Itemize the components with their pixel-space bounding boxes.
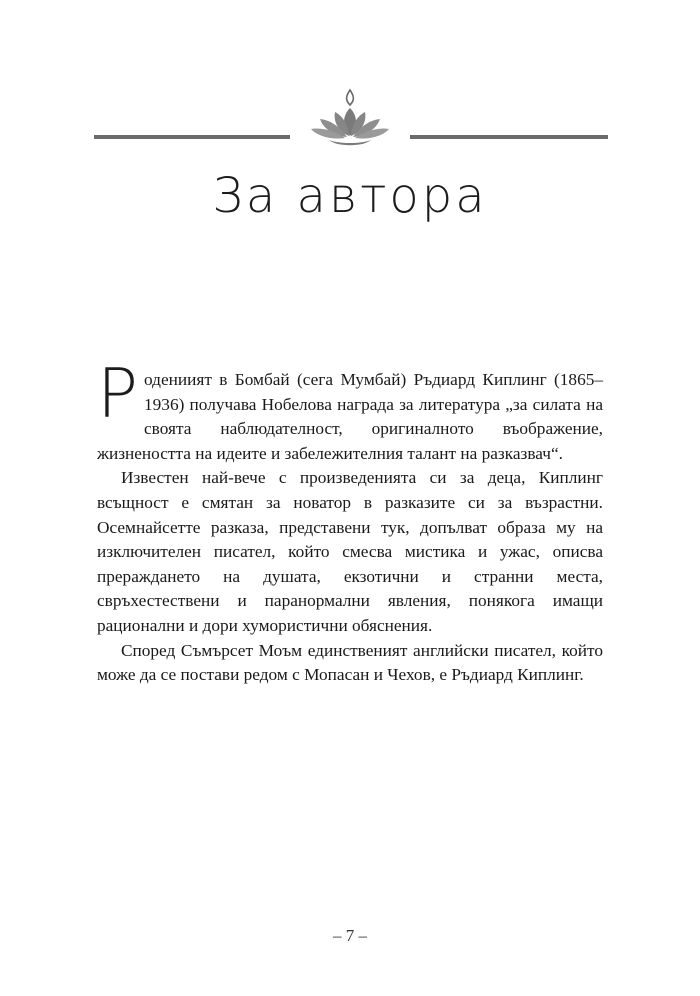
paragraph-3: Според Съмърсет Моъм единственият английски писател, който може да се постави редом с Мопасан и Чехов, е Ръдиард Киплинг. [97,640,603,685]
lotus-icon [305,86,395,148]
paragraph-2: Известен най-вече с произведенията си за деца, Киплинг всъщност е смятан за новатор в разказите си за възрастни. Осемнайсетте разказа, представени тук, допълват образа му на изключителен писател, който смесва мистика и ужас, описва прераждането на душата, екзотични и странни места, свръхестествени и паранормални явления, понякога имащи рационални и дори хумористични обяснения. [97,468,603,635]
right-divider-line [410,135,608,139]
paragraph-1 [97,355,603,466]
left-divider-line [94,135,290,139]
header-ornament [0,40,700,110]
page-number: – 7 – [333,926,367,945]
article-body [97,355,603,688]
page-title: За автора [212,168,488,224]
paragraph-1-text: одениият в Бомбай (сега Мумбай) Ръдиард Киплинг (1865–1936) получава Нобелова награда за литература „за силата на своята наблюдателност, оригиналното въображение, жизнеността на идеите и забележителния талант на разказвач“. [97,370,603,463]
drop-cap: Р [97,355,139,434]
